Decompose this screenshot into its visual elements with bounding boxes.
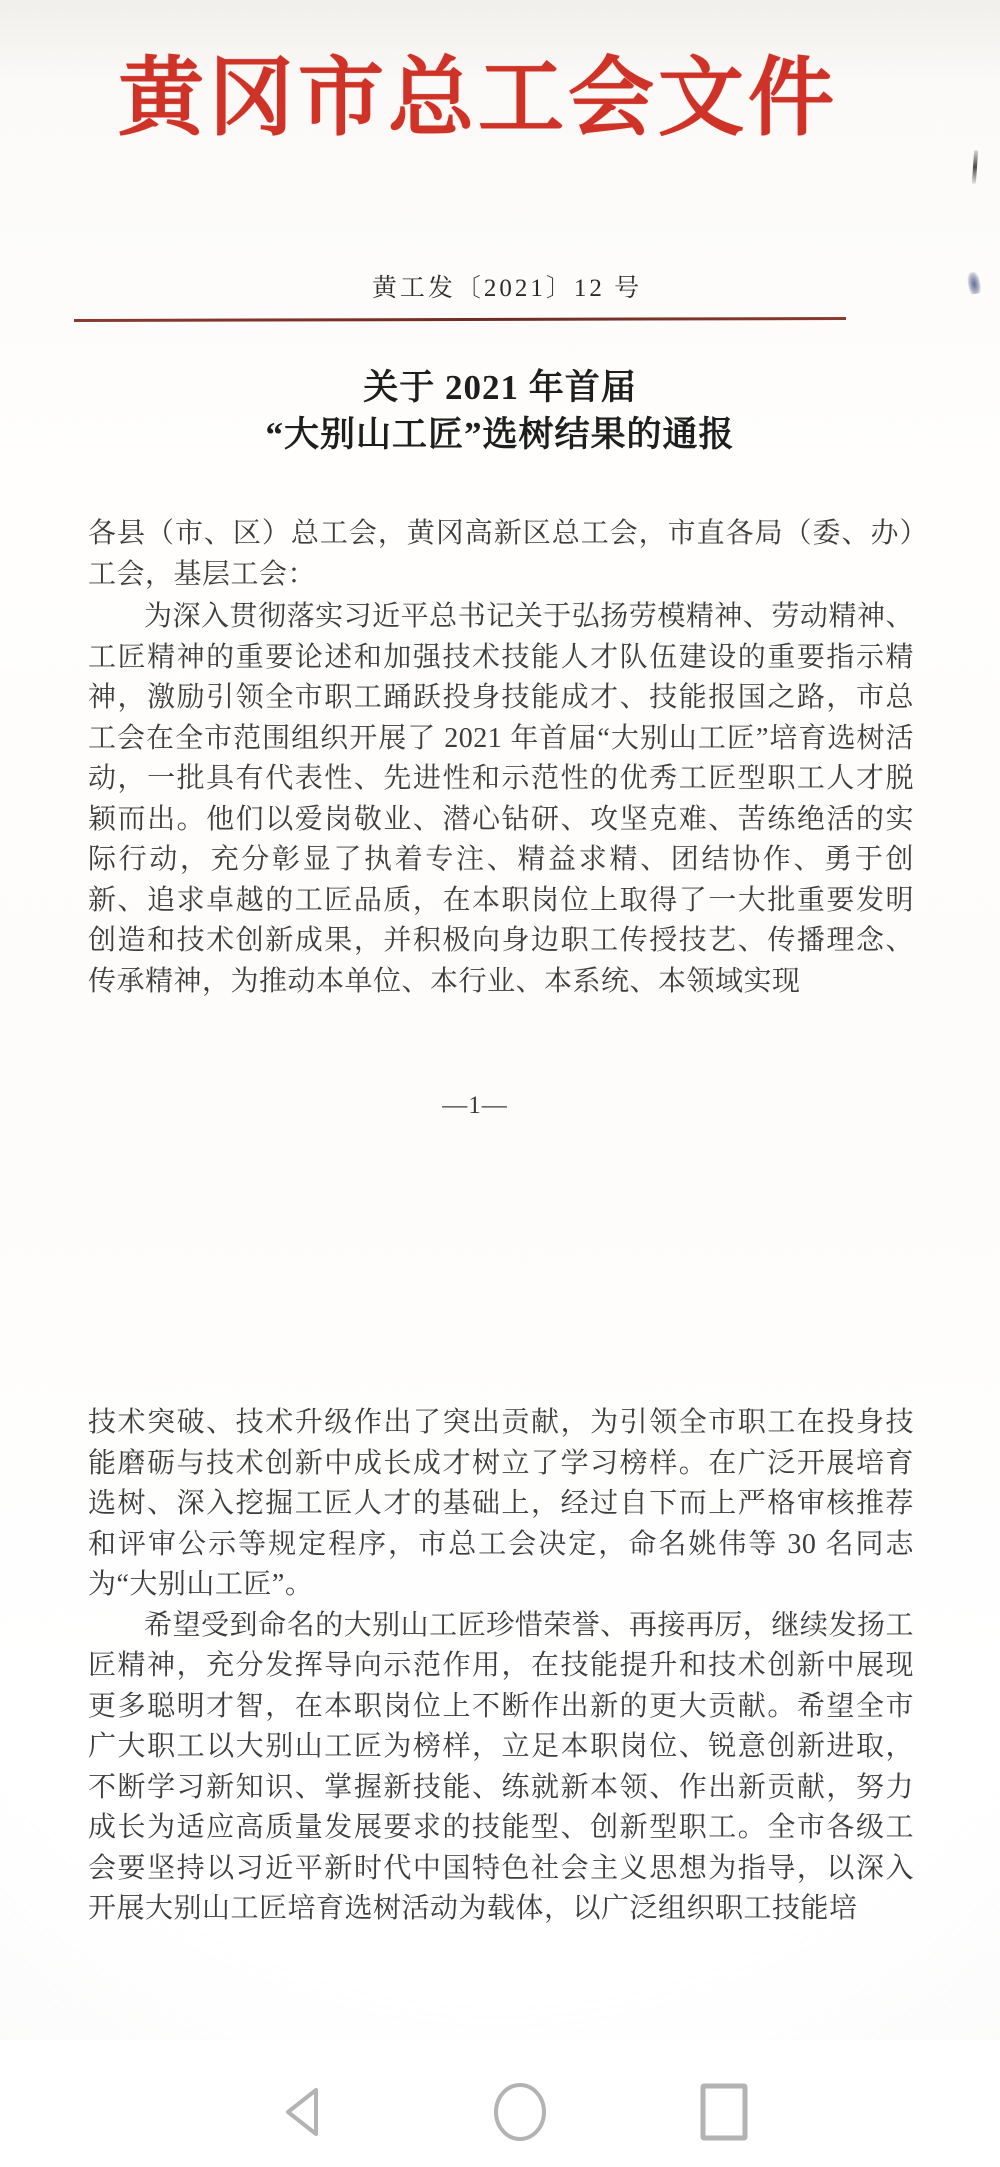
banner-divider-rule xyxy=(74,317,846,322)
document-title xyxy=(88,364,912,458)
body-paragraph-page1: 为深入贯彻落实习近平总书记关于弘扬劳模精神、劳动精神、工匠精神的重要论述和加强技术技能人才队伍建设的重要指示精神，激励引领全市职工踊跃投身技能成才、技能报国之路，市总工会在全市范围组织开展了 2021 年首届“大别山工匠”培育选树活动，一批具有代表性、先进性和示范性的优秀工匠型职工人才脱颖而出。他们以爱岗敬业、潜心钻研、攻坚克难、苦练绝活的实际行动，充分彰显了执着专注、精益求精、团结协作、勇于创新、追求卓越的工匠品质，在本职岗位上取得了一大批重要发明创造和技术创新成果，并积极向身边职工传授技艺、传播理念、传承精神，为推动本单位、本行业、本系统、本领域实现 xyxy=(88,601,914,997)
back-button[interactable] xyxy=(270,2080,334,2144)
body-paragraph-page2-hope: 希望受到命名的大别山工匠珍惜荣誉、再接再厉，继续发扬工匠精神，充分发挥导向示范作用，在技能提升和技术创新中展现更多聪明才智，在本职岗位上不断作出新的更大贡献。希望全市广大职工以大别山工匠为榜样，立足本职岗位、锐意创新进取，不断学习新知识、掌握新技能、练就新本领、作出新贡献，努力成长为适应高质量发展要求的技能型、创新型职工。全市各级工会要坚持以习近平新时代中国特色社会主义思想为指导，以深入开展大别山工匠培育选树活动为载体，以广泛组织职工技能培 xyxy=(88,1609,914,1924)
recents-square-icon xyxy=(698,2082,750,2142)
recents-button[interactable] xyxy=(692,2080,756,2144)
page-number: —1— xyxy=(442,1092,508,1119)
back-triangle-icon xyxy=(279,2085,325,2139)
document-title-line2: “大别山工匠”选树结果的通报 xyxy=(265,415,735,454)
android-navigation-bar xyxy=(0,2040,1000,2167)
document-title-line1: 关于 2021 年首届 xyxy=(363,368,637,407)
photo-artifact-mark xyxy=(972,150,978,184)
page2-text-block xyxy=(88,1403,914,1930)
home-circle-icon xyxy=(490,2081,550,2143)
document-banner-title: 黄冈市总工会文件 xyxy=(118,50,838,146)
home-button[interactable] xyxy=(488,2080,552,2144)
salutation-text: 各县（市、区）总工会，黄冈高新区总工会，市直各局（委、办）工会，基层工会： xyxy=(88,518,914,590)
body-paragraph-page2-continuation: 技术突破、技术升级作出了突出贡献，为引领全市职工在投身技能磨砺与技术创新中成长成才树立了学习榜样。在广泛开展培育选树、深入挖掘工匠人才的基础上，经过自下而上严格审核推荐和评审公示等规定程序，市总工会决定，命名姚伟等 30 名同志为“大别山工匠”。 xyxy=(88,1407,914,1600)
document-number: 黄工发〔2021〕12 号 xyxy=(371,275,643,302)
